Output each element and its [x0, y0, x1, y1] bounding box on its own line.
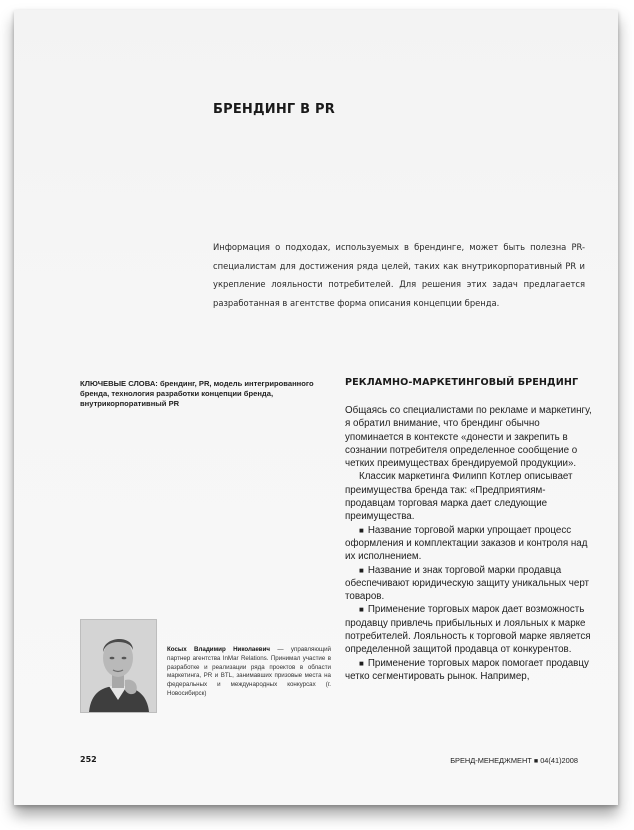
article-title: БРЕНДИНГ В PR: [213, 102, 335, 117]
bullet-square-icon: ■: [359, 525, 364, 535]
article-lead: Информация о подходах, используемых в брендинге, может быть полезна PR-специалистам для достижения ряда целей, таких как внутрикорпоративный PR и укрепление лояльности потребителей. Для решения этих задач предлагается разработанная в агентстве форма описания концепции бренда.: [213, 242, 585, 308]
magazine-page: [14, 10, 618, 805]
journal-footer: [450, 756, 578, 765]
bullet-item-4: ■ Применение торговых марок помогает продавцу четко сегментировать рынок. Например,: [345, 657, 589, 682]
author-description: — управляющий партнер агентства InMar Relations. Принимал участие в разработке и реализации ряда проектов в области маркетинга, PR и BTL, занимавших призовые места на федеральных и международных конкурсах (г. Новосибирск): [167, 646, 331, 697]
bullet-square-icon: ■: [359, 605, 364, 615]
keywords-block: [80, 379, 330, 409]
author-name: Косых Владимир Николаевич: [167, 646, 271, 653]
page-number: 252: [80, 755, 97, 764]
bullet-square-icon: ■: [359, 658, 364, 668]
bullet-item-3: ■ Применение торговых марок дает возможность продавцу привлечь прибыльных и лояльных к марке потребителей. Лояльность к торговой марке является определенной защитой продавца от конкурентов.: [345, 604, 591, 656]
separator-square-icon: ■: [533, 758, 539, 765]
author-bio: [167, 646, 331, 699]
journal-name: БРЕНД-МЕНЕДЖМЕНТ: [450, 756, 532, 765]
keywords-text: брендинг, PR, модель интегрированного бренда, технология разработки концепции бренда, внутрикорпоративный PR: [80, 379, 314, 408]
bullet-item-1: ■ Название торговой марки упрощает процесс оформления и комплектации заказов и контроля над их исполнением.: [345, 524, 588, 563]
section-heading: РЕКЛАМНО-МАРКЕТИНГОВЫЙ БРЕНДИНГ: [345, 377, 579, 388]
paragraph-2: Классик маркетинга Филипп Котлер описывает преимущества бренда так: «Предприятиям-продавцам торговая марка дает следующие преимущества.: [345, 471, 573, 523]
author-portrait-icon: [81, 620, 156, 712]
paragraph-1: Общаясь со специалистами по рекламе и маркетингу, я обратил внимание, что брендинг обычно упоминается в контексте «донести и закрепить в сознании потребителя определенное сообщение о четких преимуществах брендируемой продукции».: [345, 405, 592, 470]
journal-issue: 04(41)2008: [540, 756, 578, 765]
keywords-label: КЛЮЧЕВЫЕ СЛОВА:: [80, 379, 158, 388]
bullet-square-icon: ■: [359, 565, 364, 575]
author-photo: [80, 619, 157, 713]
bullet-item-2: ■ Название и знак торговой марки продавца обеспечивают юридическую защиту уникальных черт товаров.: [345, 564, 590, 603]
article-body: [345, 404, 593, 683]
